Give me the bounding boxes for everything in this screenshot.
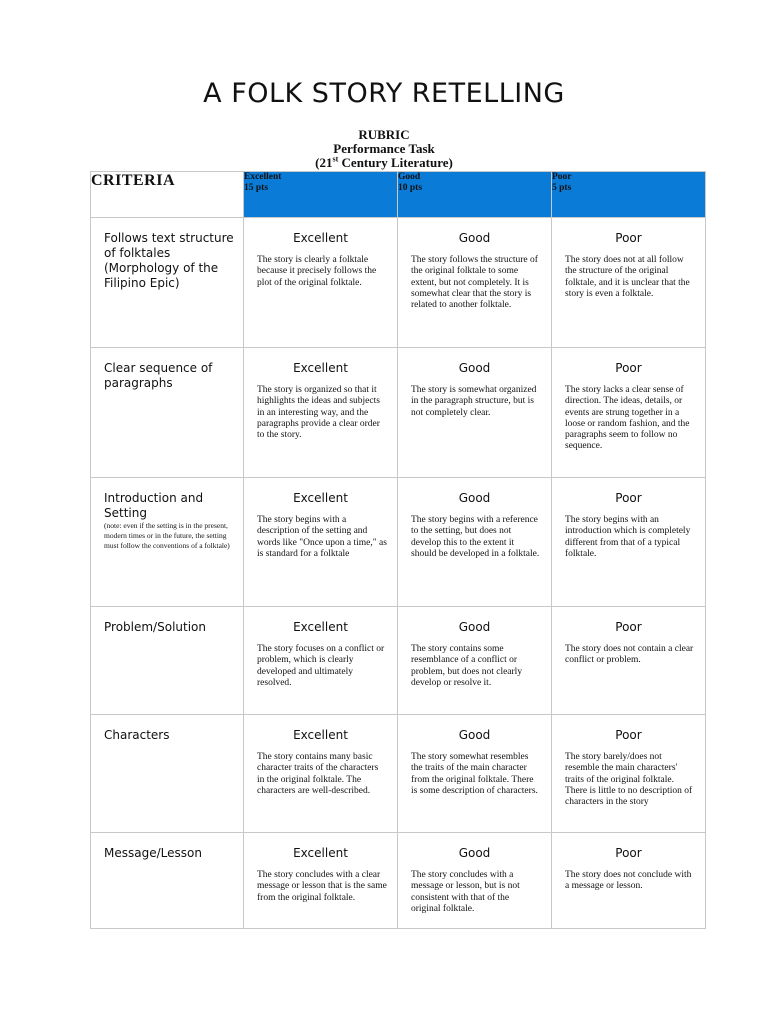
rating-description: The story contains many basic character traits of the characters in the original folktale. The characters are well-described. bbox=[257, 752, 379, 796]
rating-level: Poor bbox=[615, 491, 642, 505]
rating-cell bbox=[552, 218, 706, 348]
rating-cell bbox=[552, 478, 706, 607]
rating-cell bbox=[398, 715, 552, 833]
header-level-points: 15 pts bbox=[244, 183, 269, 193]
document-title: A FOLK STORY RETELLING bbox=[203, 78, 565, 109]
rating-cell bbox=[398, 348, 552, 478]
table-row bbox=[91, 715, 706, 833]
rating-description: The story is clearly a folktale because it precisely follows the plot of the original folktale. bbox=[257, 255, 377, 288]
course-label bbox=[0, 156, 768, 170]
rating-cell bbox=[552, 833, 706, 929]
header-row bbox=[91, 172, 706, 218]
rating-description: The story focuses on a conflict or problem, which is clearly developed and ultimately resolved. bbox=[257, 644, 385, 688]
course-label-prefix: (21 bbox=[315, 155, 333, 170]
criterion-cell bbox=[91, 833, 244, 929]
rating-description: The story does not contain a clear conflict or problem. bbox=[565, 644, 694, 666]
table-row bbox=[91, 348, 706, 478]
rating-description: The story is organized so that it highlights the ideas and subjects in an interesting way, and the paragraphs provide a clear order to the story. bbox=[257, 385, 380, 441]
rating-level: Excellent bbox=[293, 620, 348, 634]
rating-description: The story barely/does not resemble the main characters' traits of the original folktale. There is little to no description of characters in the story bbox=[565, 752, 693, 808]
table-row bbox=[91, 218, 706, 348]
rating-level: Poor bbox=[615, 728, 642, 742]
header-level-points: 5 pts bbox=[552, 183, 572, 193]
table-row bbox=[91, 833, 706, 929]
rating-level: Good bbox=[458, 491, 491, 505]
rating-level: Poor bbox=[615, 361, 642, 375]
table-row bbox=[91, 607, 706, 715]
criterion-note: (note: even if the setting is in the present, modern times or in the future, the setting must follow the conventions of a folktale) bbox=[104, 521, 230, 550]
rating-cell bbox=[552, 348, 706, 478]
header-level-name: Excellent bbox=[244, 172, 282, 182]
rating-description: The story contains some resemblance of a conflict or problem, but does not clearly develop or resolve it. bbox=[411, 644, 523, 688]
rating-cell bbox=[244, 348, 398, 478]
rubric-table bbox=[90, 171, 706, 929]
rating-level: Good bbox=[458, 620, 491, 634]
rating-cell bbox=[244, 715, 398, 833]
performance-task-label: Performance Task bbox=[333, 141, 435, 156]
rating-level: Excellent bbox=[293, 846, 348, 860]
rating-cell bbox=[244, 607, 398, 715]
rating-cell bbox=[552, 607, 706, 715]
rating-cell bbox=[244, 478, 398, 607]
rating-level: Good bbox=[458, 846, 491, 860]
rating-level: Good bbox=[458, 361, 491, 375]
criteria-header: CRITERIA bbox=[91, 172, 244, 218]
criterion-cell bbox=[91, 478, 244, 607]
rating-level: Good bbox=[458, 231, 491, 245]
header-level-points: 10 pts bbox=[398, 183, 423, 193]
rubric-label: RUBRIC bbox=[358, 127, 410, 142]
rating-cell bbox=[244, 833, 398, 929]
rating-description: The story begins with a description of the setting and words like "Once upon a time," as is standard for a folktale bbox=[257, 515, 387, 559]
table-row bbox=[91, 478, 706, 607]
rating-level: Excellent bbox=[293, 491, 348, 505]
rating-level: Excellent bbox=[293, 728, 348, 742]
rating-cell bbox=[398, 478, 552, 607]
header-good bbox=[398, 172, 552, 218]
rating-description: The story concludes with a clear message or lesson that is the same from the original folktale. bbox=[257, 870, 387, 903]
criterion-name: Introduction and Setting bbox=[104, 491, 204, 520]
rating-description: The story is somewhat organized in the paragraph structure, but is not completely clear. bbox=[411, 385, 537, 418]
rating-description: The story follows the structure of the original folktale to some extent, but not completely. It is somewhat clear that the story is related to another folktale. bbox=[411, 255, 538, 311]
rating-description: The story begins with an introduction which is completely different from that of a typical folktale. bbox=[565, 515, 691, 559]
rating-cell bbox=[398, 607, 552, 715]
header-excellent bbox=[244, 172, 398, 218]
criterion-name: Problem/Solution bbox=[104, 620, 206, 634]
header-poor bbox=[552, 172, 706, 218]
rating-level: Excellent bbox=[293, 361, 348, 375]
rating-level: Poor bbox=[615, 846, 642, 860]
rating-level: Excellent bbox=[293, 231, 348, 245]
rating-level: Poor bbox=[615, 231, 642, 245]
course-label-superscript: st bbox=[332, 154, 339, 164]
rating-description: The story concludes with a message or lesson, but is not consistent with that of the original folktale. bbox=[411, 870, 520, 914]
criterion-cell bbox=[91, 348, 244, 478]
rating-cell bbox=[244, 218, 398, 348]
header-level-name: Poor bbox=[552, 172, 572, 182]
rating-level: Good bbox=[458, 728, 491, 742]
rating-level: Poor bbox=[615, 620, 642, 634]
criterion-name: Message/Lesson bbox=[104, 846, 202, 860]
course-label-suffix: Century Literature) bbox=[338, 155, 453, 170]
criterion-name: Characters bbox=[104, 728, 170, 742]
criterion-cell bbox=[91, 218, 244, 348]
rating-description: The story lacks a clear sense of direction. The ideas, details, or events are strung together in a loose or random fashion, and the paragraphs seem to follow no sequence. bbox=[565, 385, 690, 452]
rating-cell bbox=[398, 833, 552, 929]
criterion-name: Clear sequence of paragraphs bbox=[104, 361, 213, 390]
rating-description: The story does not at all follow the structure of the original folktale, and it is unclear that the story is even a folktale. bbox=[565, 255, 690, 299]
rating-cell bbox=[398, 218, 552, 348]
criterion-cell bbox=[91, 607, 244, 715]
rating-description: The story begins with a reference to the setting, but does not develop this to the extent it should be developed in a folktale. bbox=[411, 515, 540, 559]
criterion-cell bbox=[91, 715, 244, 833]
rating-cell bbox=[552, 715, 706, 833]
header-level-name: Good bbox=[398, 172, 421, 182]
rating-description: The story does not conclude with a message or lesson. bbox=[565, 870, 692, 892]
rating-description: The story somewhat resembles the traits of the main character from the original folktale. There is some description of characters. bbox=[411, 752, 538, 796]
criterion-name: Follows text structure of folktales (Morphology of the Filipino Epic) bbox=[104, 231, 234, 290]
